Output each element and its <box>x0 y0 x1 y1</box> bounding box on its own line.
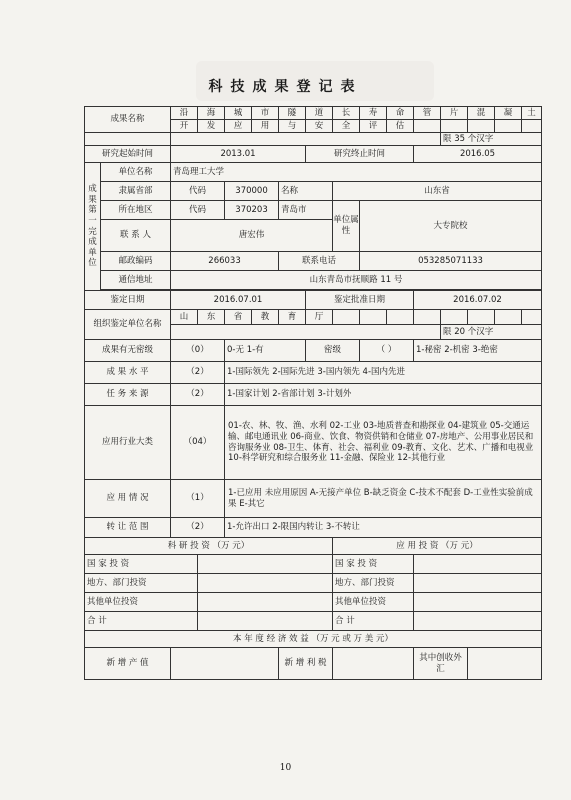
name-char: 市 <box>252 107 279 120</box>
post-label: 邮政编码 <box>101 252 171 271</box>
name-char: 沿 <box>171 107 198 120</box>
name-char <box>495 120 522 133</box>
invest-row-label: 合 计 <box>85 612 198 631</box>
unit-name-label: 单位名称 <box>101 163 171 182</box>
name-char: 片 <box>441 107 468 120</box>
appraisal-date-value: 2016.07.01 <box>171 291 306 310</box>
name-char: 混 <box>468 107 495 120</box>
industry-options: 01-农、林、牧、渔、水利 02-工业 03-地质普查和勘探业 04-建筑业 05-交通运输、邮电通讯业 06-商业、饮食、物资供销和仓储业 07-房地产、公用事业居民和咨询服务业 08-卫生、体育、社会、福利业 09-教育、文化、艺术、广播和电视业 10-科学研究和综合服务业 11-金融、保险业 12-其他行业 <box>225 406 542 480</box>
address-label: 通信地址 <box>101 271 171 290</box>
secret-level-value: （ ） <box>360 340 414 362</box>
task-options: 1-国家计划 2-省部计划 3-计划外 <box>225 384 542 406</box>
secret-label: 成果有无密级 <box>85 340 171 362</box>
ministry-code-label: 代码 <box>171 182 225 201</box>
name-char <box>414 120 441 133</box>
unit-attr-label: 单位属性 <box>333 201 360 252</box>
ministry-name-value: 山东省 <box>333 182 542 201</box>
unit-name-value: 青岛理工大学 <box>171 163 542 182</box>
org-label: 组织鉴定单位名称 <box>85 310 171 340</box>
page-title: 科技成果登记表 <box>208 79 363 95</box>
name-char: 城 <box>225 107 252 120</box>
application-label: 应 用 情 况 <box>85 480 171 518</box>
name-char: 与 <box>279 120 306 133</box>
name-char: 安 <box>306 120 333 133</box>
transfer-options: 1-允许出口 2-限国内转让 3-不转让 <box>225 518 542 538</box>
org-char: 山 <box>171 310 198 325</box>
phone-label: 联系电话 <box>279 252 360 271</box>
org-char: 教 <box>252 310 279 325</box>
name-char: 凝 <box>495 107 522 120</box>
application-options: 1-已应用 未应用原因 A-无接产单位 B-缺乏资金 C-技术不配套 D-工业性实验前成果 E-其它 <box>225 480 542 518</box>
name-char <box>522 120 542 133</box>
transfer-value: （2） <box>171 518 225 538</box>
invest-row-label: 合 计 <box>333 612 414 631</box>
task-value: （2） <box>171 384 225 406</box>
name-char: 土 <box>522 107 542 120</box>
address-value: 山东青岛市抚顺路 11 号 <box>171 271 542 290</box>
name-char: 估 <box>387 120 414 133</box>
region-name-value: 青岛市 <box>279 201 333 220</box>
research-end-label: 研究终止时间 <box>306 146 414 163</box>
invest-row-label: 地方、部门投资 <box>85 574 198 593</box>
name-char: 管 <box>414 107 441 120</box>
name-char: 长 <box>333 107 360 120</box>
contact-label: 联 系 人 <box>101 220 171 252</box>
name-char <box>441 120 468 133</box>
appraisal-approve-label: 鉴定批准日期 <box>306 291 414 310</box>
ministry-code-value: 370000 <box>225 182 279 201</box>
post-value: 266033 <box>171 252 279 271</box>
level-label: 成 果 水 平 <box>85 362 171 384</box>
secret-value: （0） <box>171 340 225 362</box>
org-char: 育 <box>279 310 306 325</box>
region-code-label: 代码 <box>171 201 225 220</box>
unit-section-label: 成果第一完成单位 <box>85 163 101 291</box>
benefit-fx-label: 其中创收外 汇 <box>414 648 468 680</box>
org-char: 东 <box>198 310 225 325</box>
benefit-tax-label: 新 增 利 税 <box>279 648 333 680</box>
name-char: 海 <box>198 107 225 120</box>
region-label: 所在地区 <box>101 201 171 220</box>
name-limit-note: 限 35 个汉字 <box>441 133 542 146</box>
phone-value: 053285071133 <box>360 252 542 271</box>
secret-options: 0-无 1-有 <box>225 340 306 362</box>
contact-value: 唐宏伟 <box>171 220 333 252</box>
name-label: 成果名称 <box>85 107 171 133</box>
org-limit-note: 限 20 个汉字 <box>441 325 542 340</box>
apply-invest-header: 应 用 投 资 （万 元） <box>333 538 542 555</box>
registration-form <box>84 106 542 680</box>
secret-level-options: 1-秘密 2-机密 3-绝密 <box>414 340 542 362</box>
research-end-value: 2016.05 <box>414 146 542 163</box>
org-char: 厅 <box>306 310 333 325</box>
name-char: 用 <box>252 120 279 133</box>
application-value: （1） <box>171 480 225 518</box>
org-char: 省 <box>225 310 252 325</box>
name-char: 命 <box>387 107 414 120</box>
research-start-label: 研究起始时间 <box>85 146 171 163</box>
level-value: （2） <box>171 362 225 384</box>
name-char <box>468 120 495 133</box>
name-char: 发 <box>198 120 225 133</box>
name-char: 全 <box>333 120 360 133</box>
region-code-value: 370203 <box>225 201 279 220</box>
research-invest-header: 科 研 投 资 （万 元） <box>85 538 333 555</box>
transfer-label: 转 让 范 围 <box>85 518 171 538</box>
secret-level-label: 密级 <box>306 340 360 362</box>
ministry-name-label: 名称 <box>279 182 333 201</box>
benefit-header: 本 年 度 经 济 效 益 （万 元 或 万 美 元） <box>85 631 542 648</box>
industry-value: （04） <box>171 406 225 480</box>
name-char: 评 <box>360 120 387 133</box>
invest-row-label: 其他单位投资 <box>333 593 414 612</box>
appraisal-approve-value: 2016.07.02 <box>414 291 542 310</box>
invest-row-label: 其他单位投资 <box>85 593 198 612</box>
appraisal-date-label: 鉴定日期 <box>85 291 171 310</box>
research-start-value: 2013.01 <box>171 146 306 163</box>
benefit-output-label: 新 增 产 值 <box>85 648 171 680</box>
page-number: 10 <box>279 763 292 773</box>
name-char: 隧 <box>279 107 306 120</box>
name-char: 应 <box>225 120 252 133</box>
task-label: 任 务 来 源 <box>85 384 171 406</box>
invest-row-label: 地方、部门投资 <box>333 574 414 593</box>
unit-attr-value: 大专院校 <box>360 201 542 252</box>
name-char: 寿 <box>360 107 387 120</box>
level-options: 1-国际领先 2-国际先进 3-国内领先 4-国内先进 <box>225 362 542 384</box>
name-char: 道 <box>306 107 333 120</box>
invest-row-label: 国 家 投 资 <box>85 555 198 574</box>
invest-row-label: 国 家 投 资 <box>333 555 414 574</box>
ministry-label: 隶属省部 <box>101 182 171 201</box>
industry-label: 应用行业大类 <box>85 406 171 480</box>
name-char: 开 <box>171 120 198 133</box>
